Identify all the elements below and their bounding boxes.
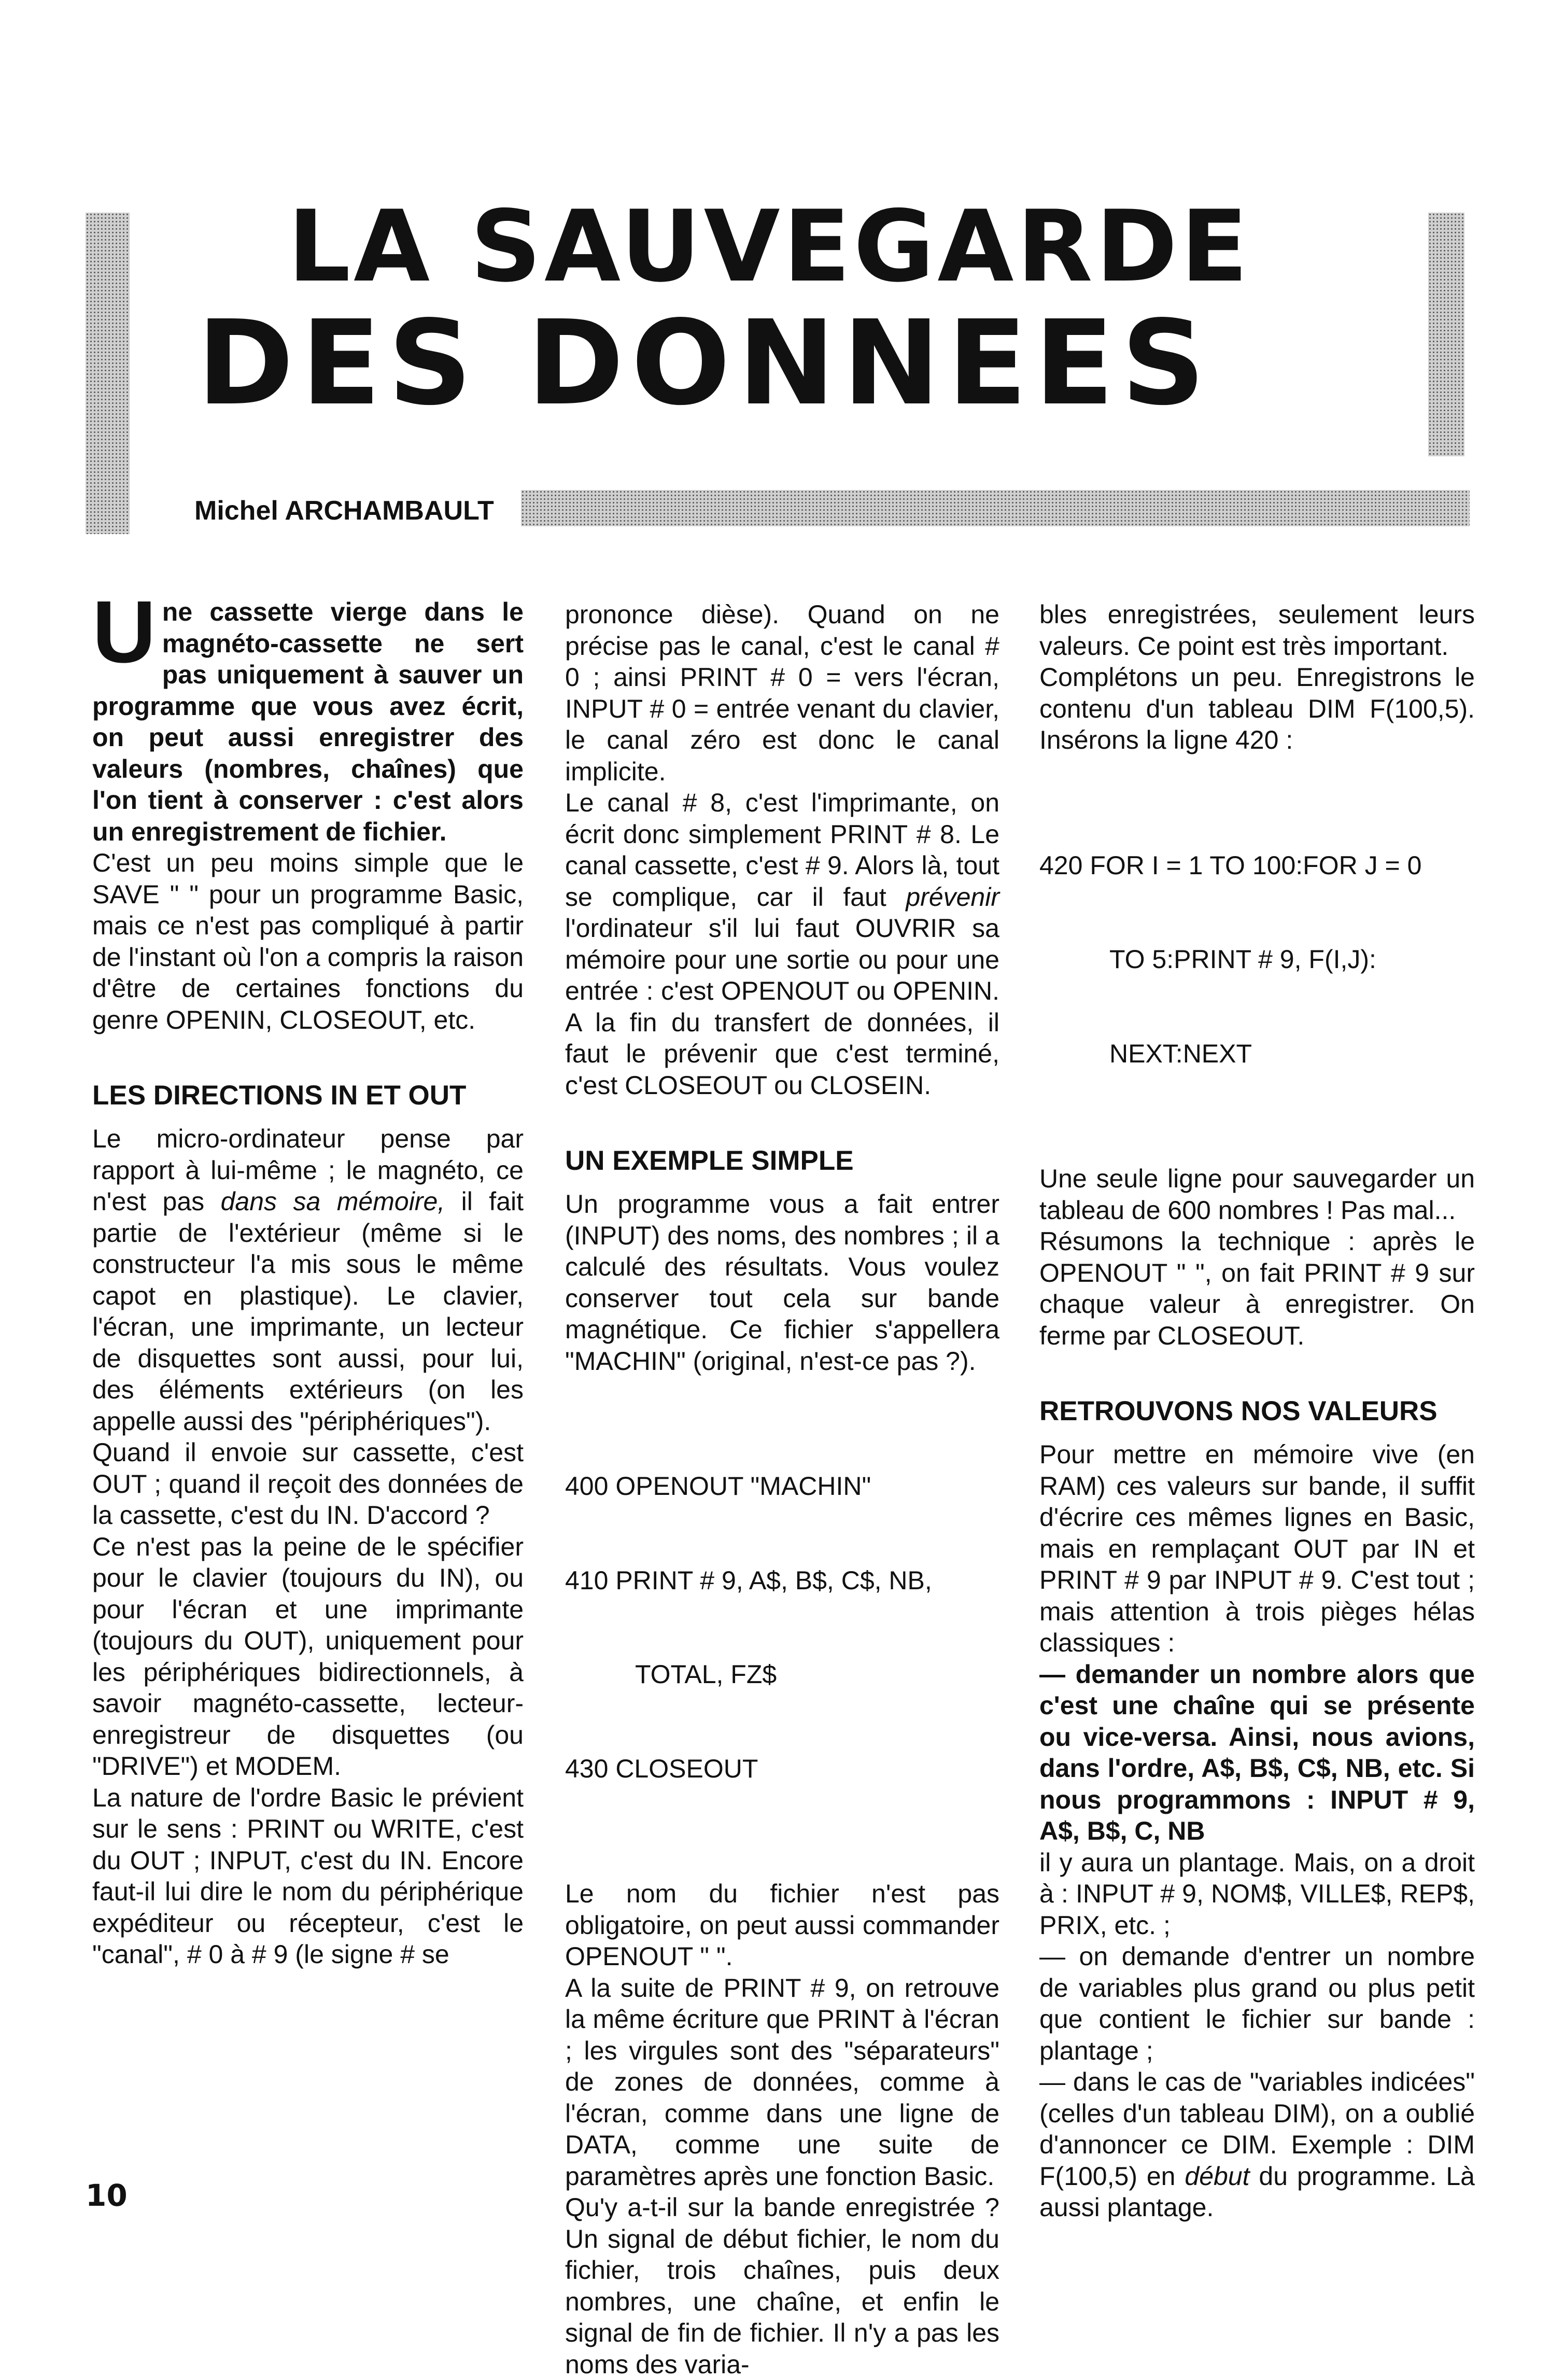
- paragraph: il y aura un plantage. Mais, on a droit à : INPUT # 9, NOM$, VILLE$, REP$, PRIX, etc. ;: [1039, 1847, 1475, 1940]
- decorative-bar-left: [86, 213, 130, 534]
- column-2: [565, 599, 999, 2380]
- page-number: 10: [86, 2178, 128, 2213]
- paragraph: Le nom du fichier n'est pas obligatoire, on peut aussi commander OPENOUT " ".: [565, 1879, 999, 1971]
- column-1: [92, 583, 524, 1970]
- paragraph: La nature de l'ordre Basic le prévient sur le sens : PRINT ou WRITE, c'est du OUT ; INPUT, c'est du IN. Encore faut-il lui dire le nom du périphérique expéditeur ou récepteur, c'est le "canal", # 0 à # 9 (le signe # se: [92, 1783, 524, 1969]
- paragraph: Résumons la technique : après le OPENOUT " ", on fait PRINT # 9 sur chaque valeur à enregistrer. On ferme par CLOSEOUT.: [1039, 1227, 1475, 1350]
- code-line: TO 5:PRINT # 9, F(I,J):: [1109, 945, 1376, 974]
- paragraph: Pour mettre en mémoire vive (en RAM) ces valeurs sur bande, il suffit d'écrire ces mêmes lignes en Basic, mais en remplaçant OUT par IN et PRINT # 9 par INPUT # 9. C'est tout ; mais attention à trois pièges hélas classiques :: [1039, 1440, 1475, 1657]
- paragraph: Quand il envoie sur cassette, c'est OUT ; quand il reçoit des données de la cassette, c'est du IN. D'accord ?: [92, 1438, 524, 1530]
- paragraph: bles enregistrées, seulement leurs valeurs. Ce point est très important.: [1039, 600, 1475, 661]
- paragraph: Le micro-ordinateur pense par rapport à lui-même ; le magnéto, ce n'est pas dans sa mémoire, il fait partie de l'extérieur (même si le constructeur l'a mis sous le même capot en plastique). Le clavier, l'écran, une imprimante, un lecteur de disquettes sont aussi, pour lui, des éléments extérieurs (on les appelle aussi des "périphériques").: [92, 1124, 524, 1436]
- code-listing: [1039, 787, 1475, 1132]
- code-line: 400 OPENOUT "MACHIN": [565, 1472, 871, 1501]
- paragraph: Ce n'est pas la peine de le spécifier pour le clavier (toujours du IN), ou pour l'écran et une imprimante (toujours du OUT), uniquement pour les périphériques bidirectionnels, à savoir magnéto-cassette, lecteur-enregistreur de disquettes (ou "DRIVE") et MODEM.: [92, 1532, 524, 1781]
- code-line: TOTAL, FZ$: [635, 1660, 777, 1689]
- section-heading: RETROUVONS NOS VALEURS: [1039, 1396, 1438, 1426]
- paragraph: A la suite de PRINT # 9, on retrouve la même écriture que PRINT à l'écran ; les virgules sont des "séparateurs" de zones de données, comme à l'écran, comme dans une ligne de DATA, comme une suite de paramètres après une fonction Basic.: [565, 1973, 999, 2191]
- paragraph: — demander un nombre alors que c'est une chaîne qui se présente ou vice-versa. Ainsi, nous avions, dans l'ordre, A$, B$, C$, NB, etc. Si nous programmons : INPUT # 9, A$, B$, C, NB: [1039, 1659, 1475, 1845]
- code-line: 430 CLOSEOUT: [565, 1754, 758, 1783]
- drop-cap: U: [92, 583, 156, 681]
- paragraph: Complétons un peu. Enregistrons le contenu d'un tableau DIM F(100,5). Insérons la ligne 420 :: [1039, 663, 1475, 754]
- paragraph: — on demande d'entrer un nombre de variables plus grand ou plus petit que contient le fichier sur bande : plantage ;: [1039, 1942, 1475, 2065]
- column-3: [1039, 599, 1475, 2223]
- section-heading: LES DIRECTIONS IN ET OUT: [92, 1080, 467, 1111]
- paragraph: Le canal # 8, c'est l'imprimante, on écrit donc simplement PRINT # 8. Le canal cassette, c'est # 9. Alors là, tout se complique, car il faut prévenir l'ordinateur s'il lui faut OUVRIR sa mémoire pour une sortie ou pour une entrée : c'est OPENOUT ou OPENIN. A la fin du transfert de données, il faut le prévenir que c'est terminé, c'est CLOSEOUT ou CLOSEIN.: [565, 788, 999, 1100]
- paragraph: prononce dièse). Quand on ne précise pas le canal, c'est le canal # 0 ; ainsi PRINT # 0 = vers l'écran, INPUT # 0 = entrée venant du clavier, le canal zéro est donc le canal implicite.: [565, 600, 999, 786]
- title-line-1: LA SAUVEGARDE: [288, 189, 1251, 304]
- paragraph: — dans le cas de "variables indicées" (celles d'un tableau DIM), on a oublié d'annoncer ce DIM. Exemple : DIM F(100,5) en début du programme. Là aussi plantage.: [1039, 2067, 1475, 2222]
- paragraph: Un programme vous a fait entrer (INPUT) des noms, des nombres ; il a calculé des résultats. Vous voulez conserver tout cela sur bande magnétique. Ce fichier s'appellera "MACHIN" (original, n'est-ce pas ?).: [565, 1189, 999, 1376]
- title-line-2: DES DONNEES: [197, 296, 1213, 431]
- code-line: 420 FOR I = 1 TO 100:FOR J = 0: [1039, 850, 1422, 880]
- code-listing: [565, 1408, 999, 1847]
- author-byline: Michel ARCHAMBAULT: [194, 496, 494, 526]
- lead-paragraph: ne cassette vierge dans le magnéto-cassette ne sert pas uniquement à sauver un programme que vous avez écrit, on peut aussi enregistrer des valeurs (nombres, chaînes) que l'on tient à conserver : c'est alors un enregistrement de fichier.: [92, 597, 524, 846]
- section-heading: UN EXEMPLE SIMPLE: [565, 1145, 854, 1176]
- decorative-bar-right: [1428, 213, 1464, 456]
- paragraph: C'est un peu moins simple que le SAVE " " pour un programme Basic, mais ce n'est pas compliqué à partir de l'instant où l'on a compris la raison d'être de certaines fonctions du genre OPENIN, CLOSEOUT, etc.: [92, 848, 524, 1034]
- code-line: NEXT:NEXT: [1109, 1039, 1252, 1068]
- paragraph: Qu'y a-t-il sur la bande enregistrée ? Un signal de début fichier, le nom du fichier, trois chaînes, puis deux nombres, une chaîne, et enfin le signal de fin de fichier. Il n'y a pas les noms des varia-: [565, 2193, 999, 2379]
- code-line: 410 PRINT # 9, A$, B$, C$, NB,: [565, 1565, 932, 1595]
- paragraph: Une seule ligne pour sauvegarder un tableau de 600 nombres ! Pas mal...: [1039, 1164, 1475, 1225]
- decorative-bar-author: [521, 490, 1470, 526]
